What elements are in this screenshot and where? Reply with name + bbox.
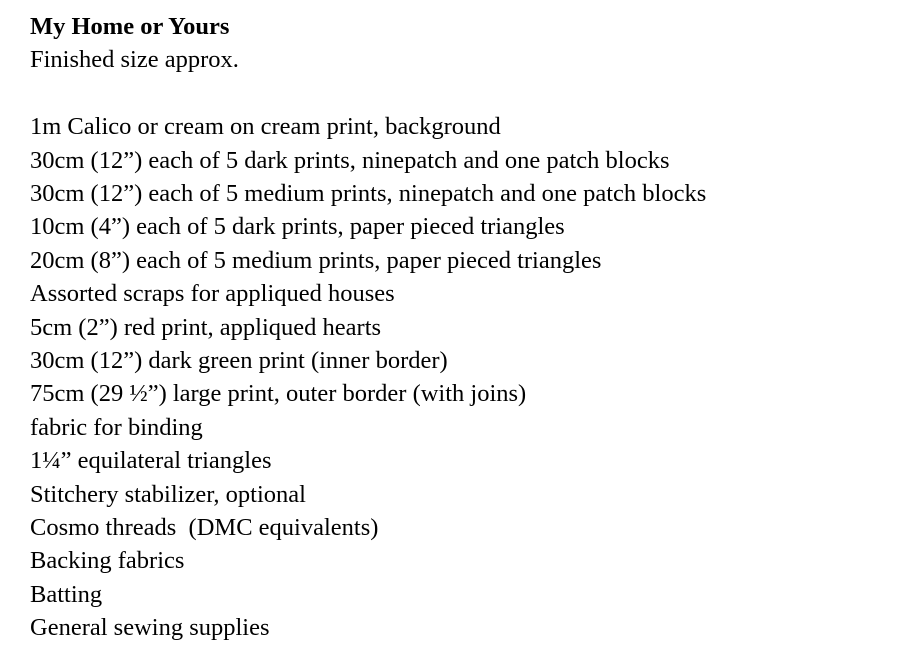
material-line: 20cm (8”) each of 5 medium prints, paper pieced triangles [30,246,602,274]
blank-line [30,77,883,110]
material-line: Stitchery stabilizer, optional [30,480,306,508]
material-line: Batting [30,580,103,608]
page-title: My Home or Yours [30,13,230,40]
material-line: 30cm (12”) dark green print (inner border) [30,347,448,375]
material-line: 1¼” equilateral triangles [30,447,272,475]
material-line: 5cm (2”) red print, appliqued hearts [30,313,382,341]
material-line: 1m Calico or cream on cream print, background [30,113,501,141]
material-line: 10cm (4”) each of 5 dark prints, paper pieced triangles [30,213,565,241]
subtitle: Finished size approx. [30,46,239,74]
material-line: General sewing supplies [30,614,270,642]
material-line: fabric for binding [30,413,203,441]
material-line: Backing fabrics [30,547,185,575]
material-line: 30cm (12”) each of 5 medium prints, ninepatch and one patch blocks [30,180,707,208]
material-line: Assorted scraps for appliqued houses [30,280,395,308]
material-line: Cosmo threads (DMC equivalents) [30,514,379,542]
material-line: 75cm (29 ½”) large print, outer border (with joins) [30,380,527,408]
material-line: 30cm (12”) each of 5 dark prints, ninepatch and one patch blocks [30,146,670,174]
